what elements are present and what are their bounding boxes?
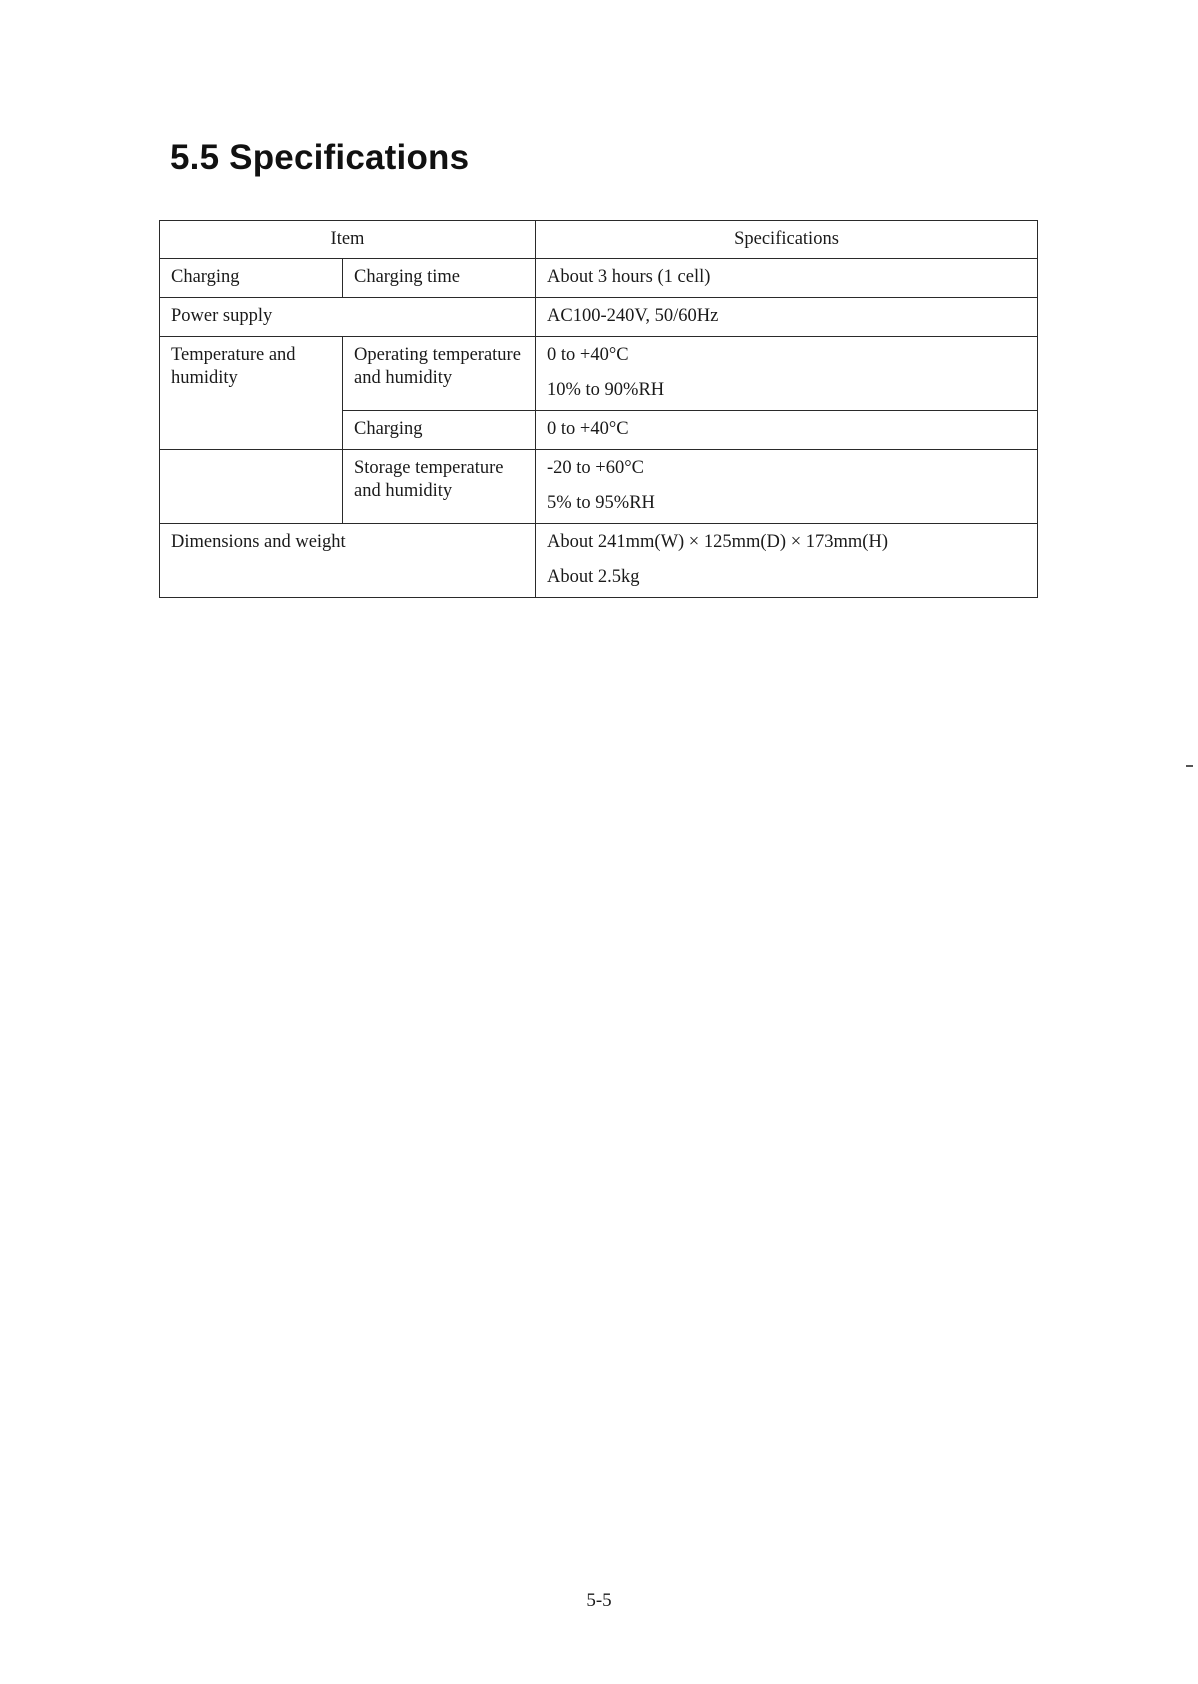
category-dimensions-weight: Dimensions and weight (160, 524, 536, 598)
category-charging: Charging (160, 259, 343, 298)
header-item: Item (160, 221, 536, 259)
table-row-power-supply (160, 298, 1038, 337)
table-row-charging (160, 259, 1038, 298)
header-specifications: Specifications (536, 221, 1038, 259)
value-dimensions-weight (536, 524, 1038, 598)
value-charging-time (536, 259, 1038, 298)
category-empty (160, 450, 343, 524)
value-power-supply (536, 298, 1038, 337)
item-operating-temperature: Operating temperature and humidity (343, 337, 536, 411)
value-line: About 3 hours (1 cell) (547, 267, 711, 287)
category-temperature-humidity: Temperature and humidity (160, 337, 343, 450)
value-line: 5% to 95%RH (547, 493, 655, 513)
table-row-operating (160, 337, 1038, 411)
value-line: -20 to +60°C (547, 458, 644, 478)
value-operating (536, 337, 1038, 411)
scan-mark (1186, 765, 1193, 767)
value-line: AC100-240V, 50/60Hz (547, 306, 719, 326)
value-line: 0 to +40°C (547, 419, 629, 439)
value-storage (536, 450, 1038, 524)
value-line: 10% to 90%RH (547, 380, 665, 400)
value-charging-temperature (536, 411, 1038, 450)
specifications-table (159, 220, 1038, 598)
value-line: 0 to +40°C (547, 345, 629, 365)
table-row-dimensions (160, 524, 1038, 598)
table-row-storage (160, 450, 1038, 524)
item-charging: Charging (343, 411, 536, 450)
value-line: About 241mm(W) × 125mm(D) × 173mm(H) (547, 532, 888, 552)
item-charging-time: Charging time (343, 259, 536, 298)
table-header-row (160, 221, 1038, 259)
value-line: About 2.5kg (547, 567, 640, 587)
item-storage-temperature: Storage temperature and humidity (343, 450, 536, 524)
page-title: 5.5 Specifications (170, 138, 470, 177)
category-power-supply: Power supply (160, 298, 536, 337)
page-number: 5-5 (586, 1590, 612, 1611)
